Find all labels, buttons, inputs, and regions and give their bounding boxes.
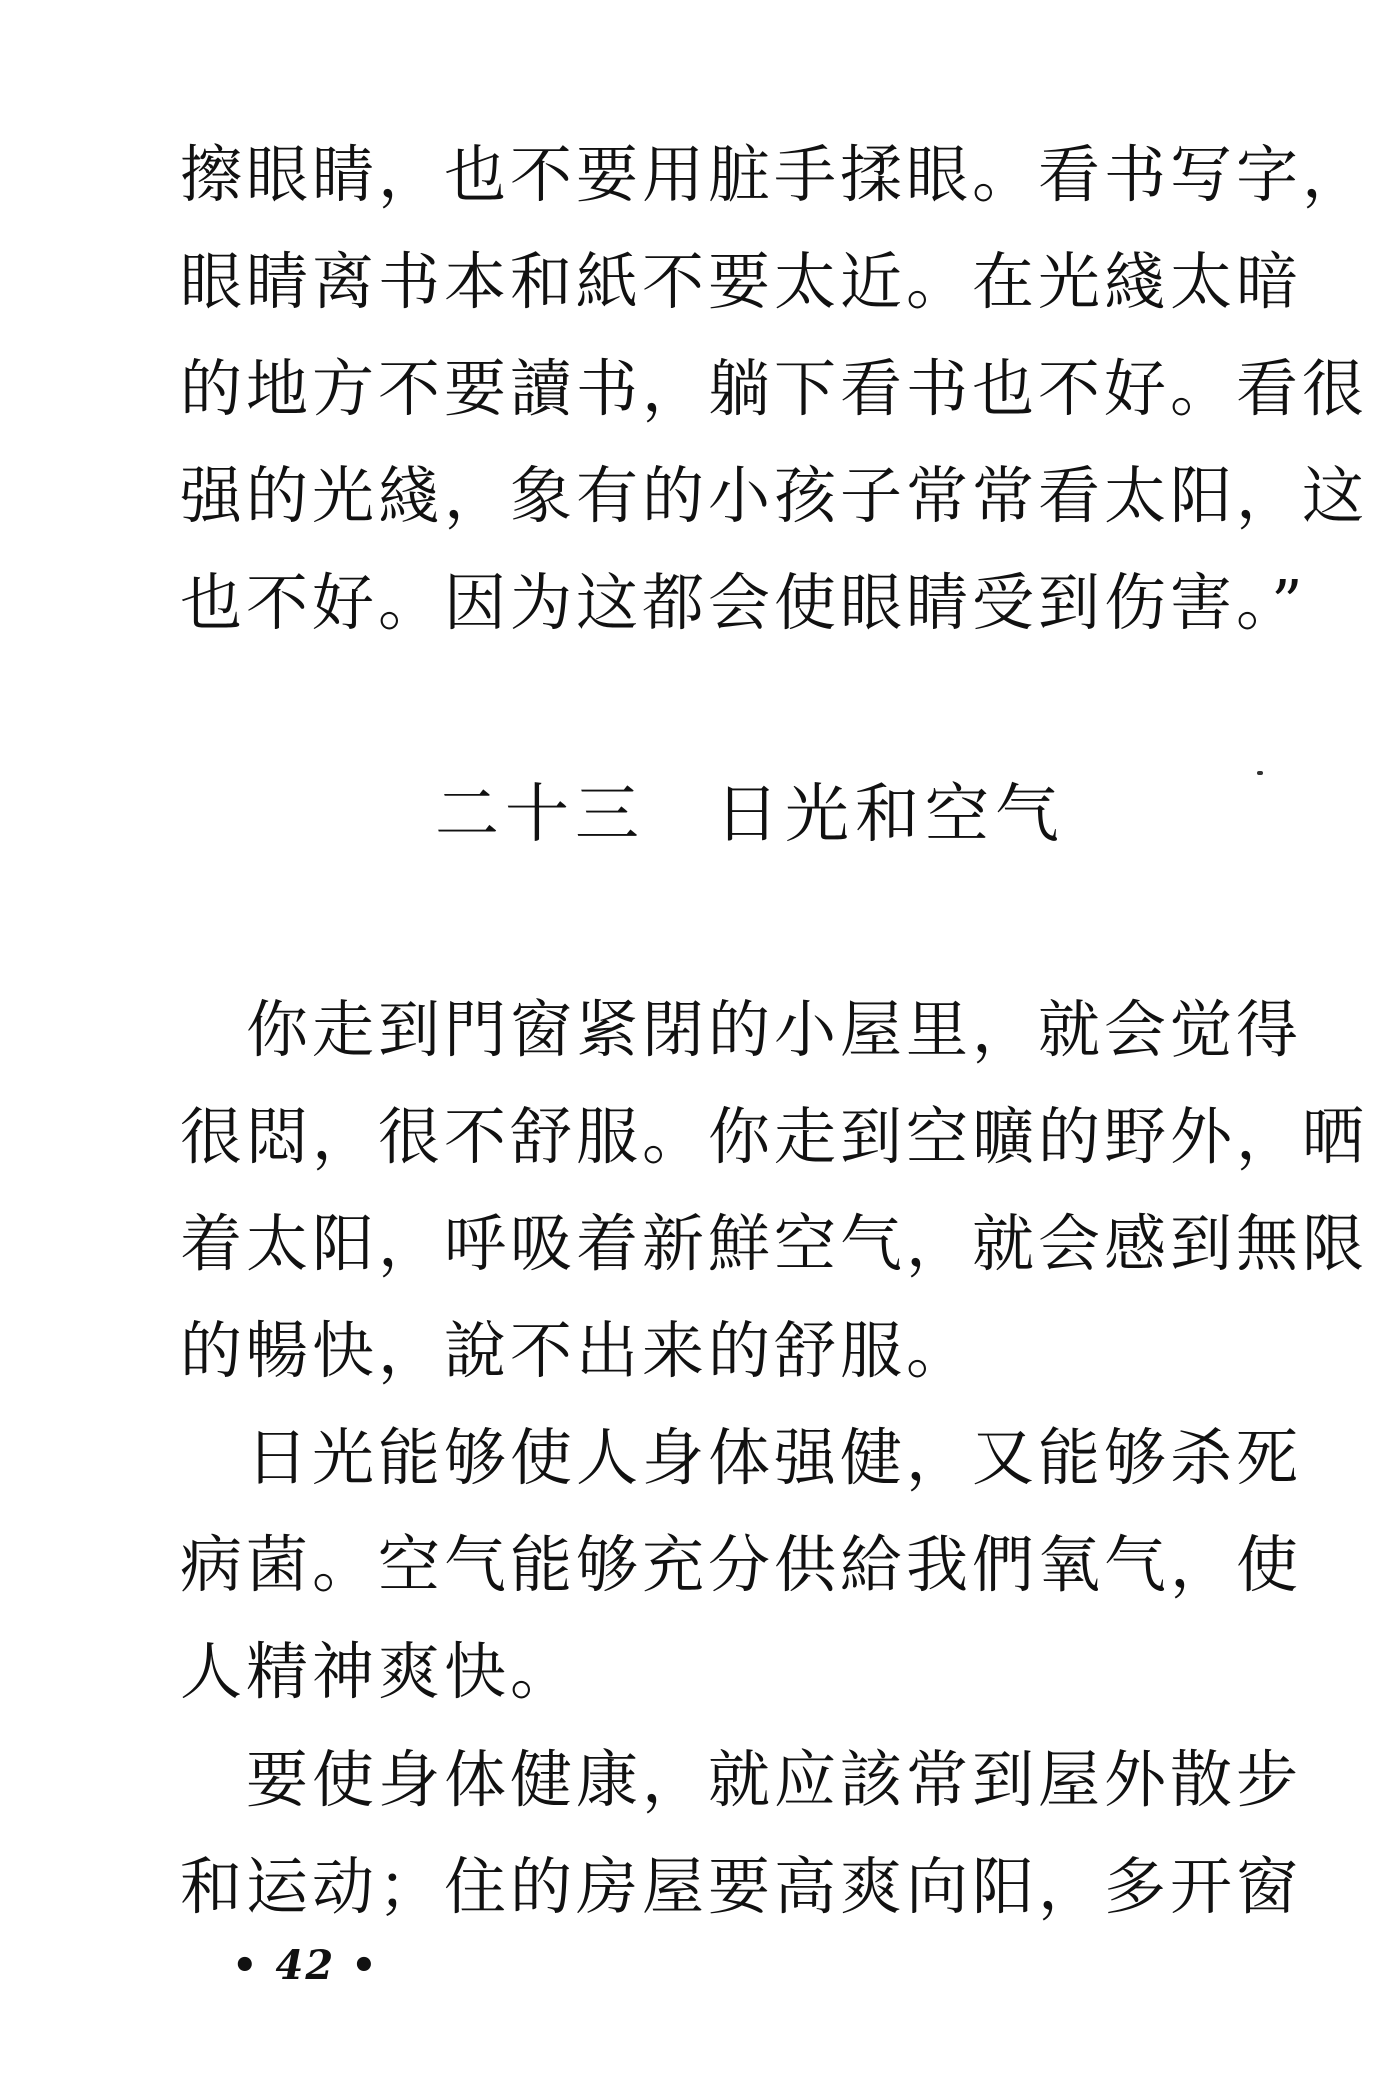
- text-line: 很悶，很不舒服。你走到空曠的野外，晒: [180, 1100, 1369, 1173]
- text-line: 人精神爽快。: [180, 1635, 577, 1708]
- page-number: • 42 •: [232, 1942, 379, 1989]
- print-speck: [1257, 771, 1263, 775]
- text-line: 眼睛离书本和紙不要太近。在光綫太暗: [180, 245, 1303, 318]
- text-line: 着太阳，呼吸着新鮮空气，就会感到無限: [180, 1207, 1369, 1280]
- text-line: 的暢快，說不出来的舒服。: [180, 1314, 973, 1387]
- text-line: 要使身体健康，就应該常到屋外散步: [180, 1743, 1303, 1816]
- text-line: 日光能够使人身体强健，又能够杀死: [180, 1421, 1303, 1494]
- text-line: 的地方不要讀书，躺下看书也不好。看很: [180, 352, 1369, 425]
- section-heading: 二十三 日光和空气: [435, 778, 1065, 852]
- text-line: 擦眼睛，也不要用脏手揉眼。看书写字，: [180, 138, 1369, 211]
- text-line: 也不好。因为这都会使眼睛受到伤害。”: [180, 566, 1307, 639]
- text-line: 强的光綫，象有的小孩子常常看太阳，这: [180, 459, 1369, 532]
- text-line: 你走到門窗紧閉的小屋里，就会觉得: [180, 993, 1303, 1066]
- text-line: 病菌。空气能够充分供給我們氧气，使: [180, 1528, 1303, 1601]
- text-line: 和运动；住的房屋要高爽向阳，多开窗: [180, 1850, 1303, 1923]
